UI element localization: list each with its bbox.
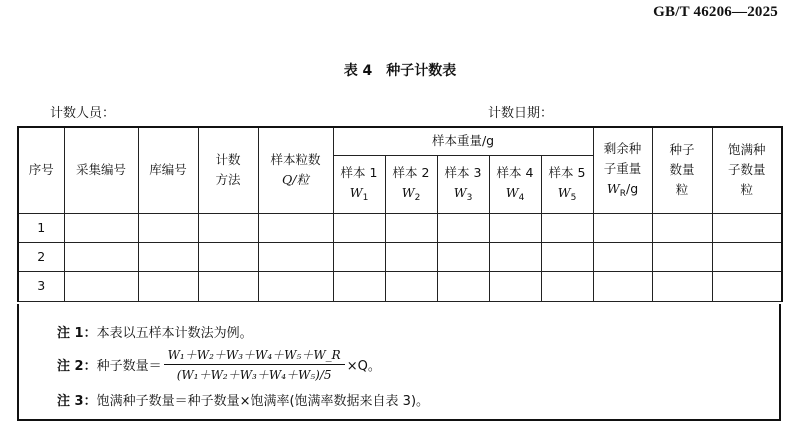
header-remaining-weight: 剩余种 子重量 $W_R/g$ bbox=[593, 127, 652, 213]
table-row bbox=[18, 271, 782, 301]
table-row bbox=[18, 242, 782, 271]
header-full-seed-count: 饱满种 子数量 粒 bbox=[712, 127, 782, 213]
counter-label: 计数人员： bbox=[50, 106, 116, 121]
header-seq: 序号 bbox=[18, 127, 64, 213]
seed-count-table bbox=[17, 126, 783, 302]
note-2: 注 2： 种子数量＝ $\frac{\text{W₁＋W₂＋W₃＋W₄＋W₅＋W\_R}}{\text{(W₁＋W₂＋W₃＋W₄＋W₅)/5}}$ ×Q。 bbox=[57, 348, 381, 382]
header-sample-1: 样本 1 $W_1$ bbox=[333, 155, 385, 213]
count-date-label: 计数日期： bbox=[488, 106, 554, 121]
table-row bbox=[18, 213, 782, 242]
table-title: 表 4 种子计数表 bbox=[343, 63, 457, 79]
note-3: 注 3：饱满种子数量＝种子数量×饱满率(饱满率数据来自表 3)。 bbox=[57, 394, 430, 409]
row-seq: 1 bbox=[18, 213, 64, 242]
header-sample-4: 样本 4 $W_4$ bbox=[489, 155, 541, 213]
notes-box bbox=[17, 304, 781, 421]
row-seq: 3 bbox=[18, 271, 64, 301]
header-bank-no: 库编号 bbox=[138, 127, 198, 213]
header-sample-2: 样本 2 $W_2$ bbox=[385, 155, 437, 213]
header-count-method: 计数 方法 bbox=[198, 127, 258, 213]
standard-code: GB/T 46206—2025 bbox=[653, 4, 778, 20]
header-seed-count: 种子 数量 粒 bbox=[652, 127, 712, 213]
row-seq: 2 bbox=[18, 242, 64, 271]
header-sample-5: 样本 5 $W_5$ bbox=[541, 155, 593, 213]
header-sample-3: 样本 3 $W_3$ bbox=[437, 155, 489, 213]
note-1: 注 1：本表以五样本计数法为例。 bbox=[57, 326, 253, 341]
header-sample-count: 样本粒数 Q/粒 bbox=[258, 127, 333, 213]
seed-count-formula: $\frac{\text{W₁＋W₂＋W₃＋W₄＋W₅＋W\_R}}{\text{(W₁＋W₂＋W₃＋W₄＋W₅)/5}}$ bbox=[164, 346, 345, 383]
header-sample-weight: 样本重量/g bbox=[333, 127, 593, 155]
header-collection-no: 采集编号 bbox=[64, 127, 138, 213]
